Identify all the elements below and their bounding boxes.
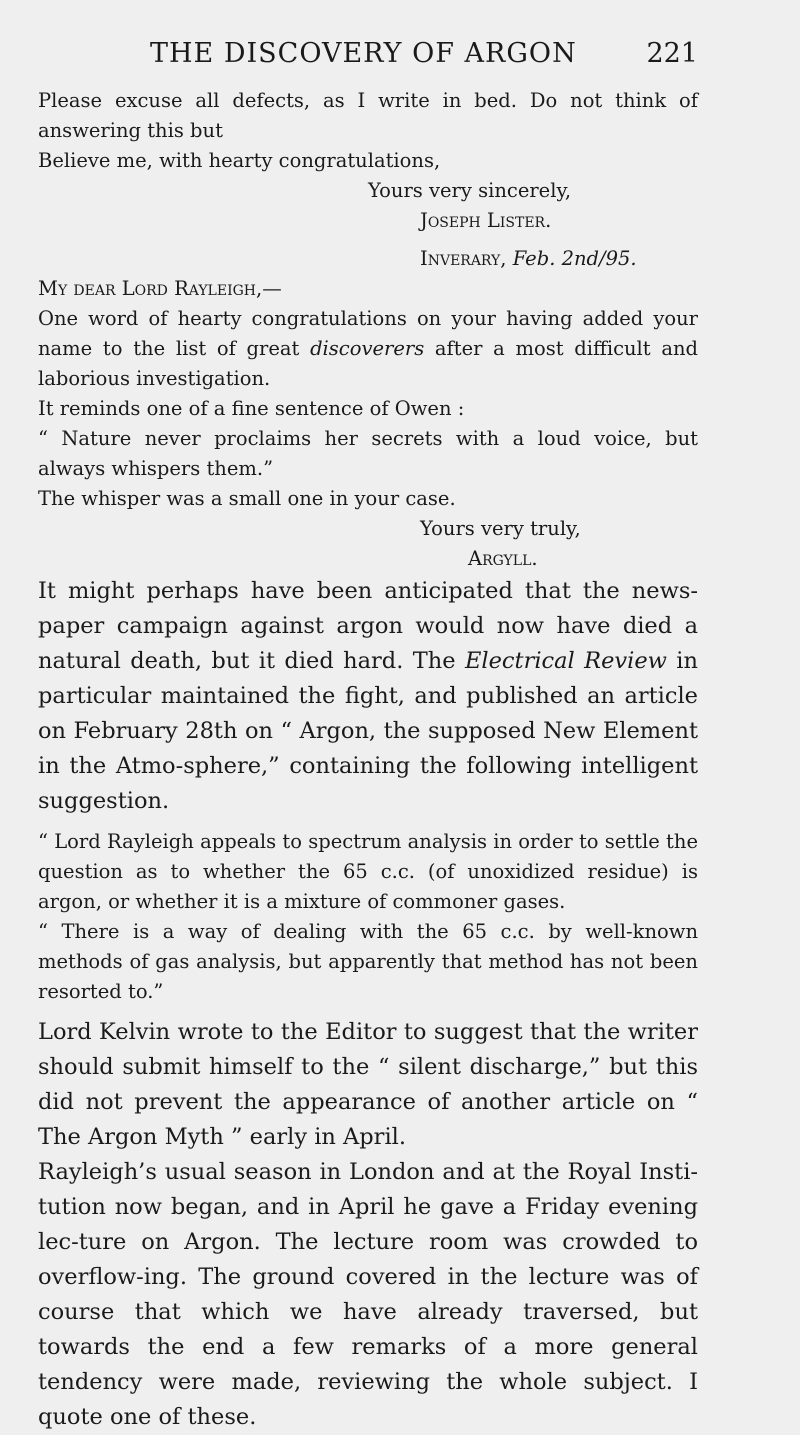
quote-para2: “ There is a way of dealing with the 65 c.c. by well-known methods of gas analysis, but apparently that method has not been resorted to.” [38, 920, 698, 1003]
main-paragraph-1 [38, 574, 698, 819]
argyll-letter [38, 244, 698, 574]
main-paragraphs [38, 1015, 698, 1435]
lister-letter-closing: Yours very sincerely, [368, 179, 572, 202]
lister-letter [38, 86, 698, 236]
argyll-letter-para2: It reminds one of a fine sentence of Owen : [38, 397, 465, 420]
argyll-letter-closing: Yours very truly, [420, 517, 581, 540]
argyll-letter-date: Feb. 2nd/95. [512, 247, 637, 270]
page-header [0, 38, 800, 78]
running-head: THE DISCOVERY OF ARGON [150, 38, 577, 69]
main-paragraph-1-journal: Electrical Review [465, 648, 667, 674]
argyll-letter-signature: Argyll. [468, 547, 538, 570]
lister-letter-body: Please excuse all defects, as I write in bed. Do not think of answering this but [38, 89, 698, 142]
argyll-letter-para1-text-end: after a most difficult and laborious investigation. [38, 337, 699, 390]
main-paragraph-2: Lord Kelvin wrote to the Editor to suggest that the writer should submit himself to the “ silent discharge,” but this did not prevent the appearance of another article on “ The Argon Myth ” early in April. [38, 1019, 698, 1150]
quoted-article [38, 827, 698, 1007]
argyll-letter-place: Inverary, [420, 247, 507, 270]
argyll-letter-para4: The whisper was a small one in your case. [38, 487, 456, 510]
lister-letter-believe: Believe me, with hearty congratulations, [38, 149, 441, 172]
argyll-letter-para1 [38, 304, 698, 394]
main-paragraph-1-text [38, 574, 698, 819]
quote-para1: “ Lord Rayleigh appeals to spectrum analysis in order to settle the question as to whether the 65 c.c. (of unoxidized residue) is argon, or whether it is a mixture of commoner gases. [38, 830, 698, 913]
main-paragraph-3: Rayleigh’s usual season in London and at the Royal Insti-tution now began, and in April he gave a Friday evening lec-ture on Argon. The lecture room was crowded to overflow-ing. The ground covered in the lecture was of course that which we have already traversed, but towards the end a few remarks of a more general tendency were made, reviewing the whole subject. I quote one of these. [38, 1159, 698, 1430]
page-body [38, 86, 698, 1435]
main-paragraph-1-start: It might perhaps have been anticipated that the news-paper campaign against argon would now have died a natural death, but it died hard. The [38, 578, 698, 674]
lister-letter-signature: Joseph Lister. [420, 209, 552, 232]
argyll-letter-para1-emphasis: discoverers [310, 337, 425, 360]
argyll-letter-salutation: My dear Lord Rayleigh,— [38, 277, 282, 300]
argyll-letter-para1-text: One word of hearty congratulations on your having added your name to the list of great [38, 307, 698, 360]
argyll-letter-para3: “ Nature never proclaims her secrets with a loud voice, but always whispers them.” [38, 427, 698, 480]
argyll-letter-dateline [38, 244, 698, 274]
page-number: 221 [646, 38, 698, 69]
main-paragraph-1-end: in particular maintained the fight, and published an article on February 28th on “ Argon, the supposed New Element in the Atmo-sphere,” containing the following intelligent suggestion. [38, 648, 698, 814]
